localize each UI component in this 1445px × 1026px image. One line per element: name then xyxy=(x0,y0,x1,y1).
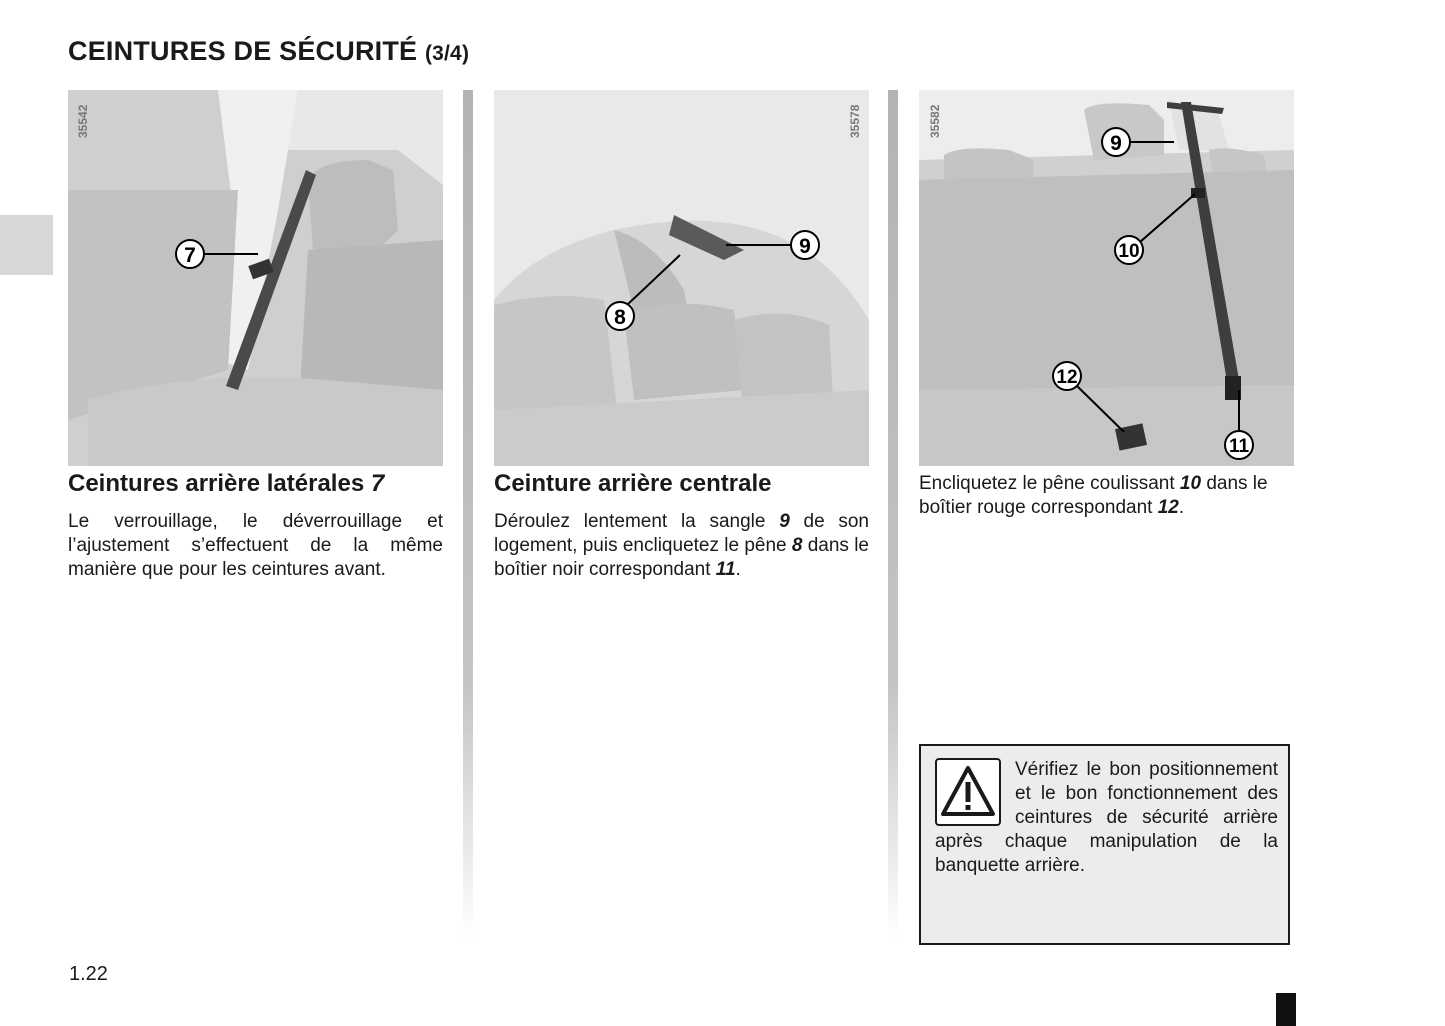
section-heading: Ceinture arrière centrale xyxy=(494,470,772,497)
page-number: 1.22 xyxy=(69,963,108,985)
text-run: Encliquetez le pêne coulissant xyxy=(919,473,1175,494)
paragraph xyxy=(494,510,869,582)
ref-number: 10 xyxy=(1179,473,1202,494)
heading-number: 7 xyxy=(370,470,385,497)
text-run: dans le boîtier noir correspondant xyxy=(494,535,870,580)
section-tab xyxy=(0,215,53,275)
callout-11: 11 xyxy=(1228,436,1250,457)
callout-9: 9 xyxy=(1110,132,1122,155)
figure-rear-bench xyxy=(919,90,1294,466)
ref-number: 8 xyxy=(791,535,803,556)
column-divider xyxy=(463,90,473,940)
title-part: (3/4) xyxy=(424,42,470,65)
ref-number: 11 xyxy=(715,559,736,580)
warning-text xyxy=(935,758,1278,878)
paragraph: Le verrouillage, le déverrouillage et l’ajustement s’effectuent de la même manière que pour les ceintures avant. xyxy=(68,511,443,580)
corner-mark xyxy=(1276,993,1296,1026)
section-heading xyxy=(68,470,384,498)
warning-box xyxy=(919,744,1290,945)
text-run: . xyxy=(1178,497,1185,518)
figure-ref: 35578 xyxy=(848,104,862,138)
callout-9: 9 xyxy=(799,235,811,258)
callout-8: 8 xyxy=(614,306,626,329)
ref-number: 9 xyxy=(779,511,790,532)
column-divider xyxy=(888,90,898,940)
callout-12: 12 xyxy=(1056,367,1078,388)
warning-message: Vérifiez le bon positionnement et le bon fonctionnement des ceintures de sécurité arrière après chaque manipulation de la banquette arrière. xyxy=(935,759,1278,876)
page-title xyxy=(68,36,469,67)
figure-side-belts xyxy=(68,90,443,466)
text-run: Déroulez lentement la sangle xyxy=(494,511,766,532)
callout-10: 10 xyxy=(1118,241,1140,262)
figure-ref: 35582 xyxy=(928,104,942,138)
text-run: . xyxy=(735,559,741,580)
text-run: dans le boîtier rouge correspondant xyxy=(919,473,1268,518)
figure-center-belt xyxy=(494,90,869,466)
heading-text: Ceintures arrière latérales xyxy=(68,470,365,497)
figure-ref: 35542 xyxy=(76,104,90,138)
text-run: de son logement, puis encliquetez le pêne xyxy=(494,511,869,556)
title-main: CEINTURES DE SÉCURITÉ xyxy=(68,36,418,66)
ref-number: 12 xyxy=(1157,497,1179,518)
paragraph xyxy=(919,472,1294,520)
callout-7: 7 xyxy=(184,244,196,267)
